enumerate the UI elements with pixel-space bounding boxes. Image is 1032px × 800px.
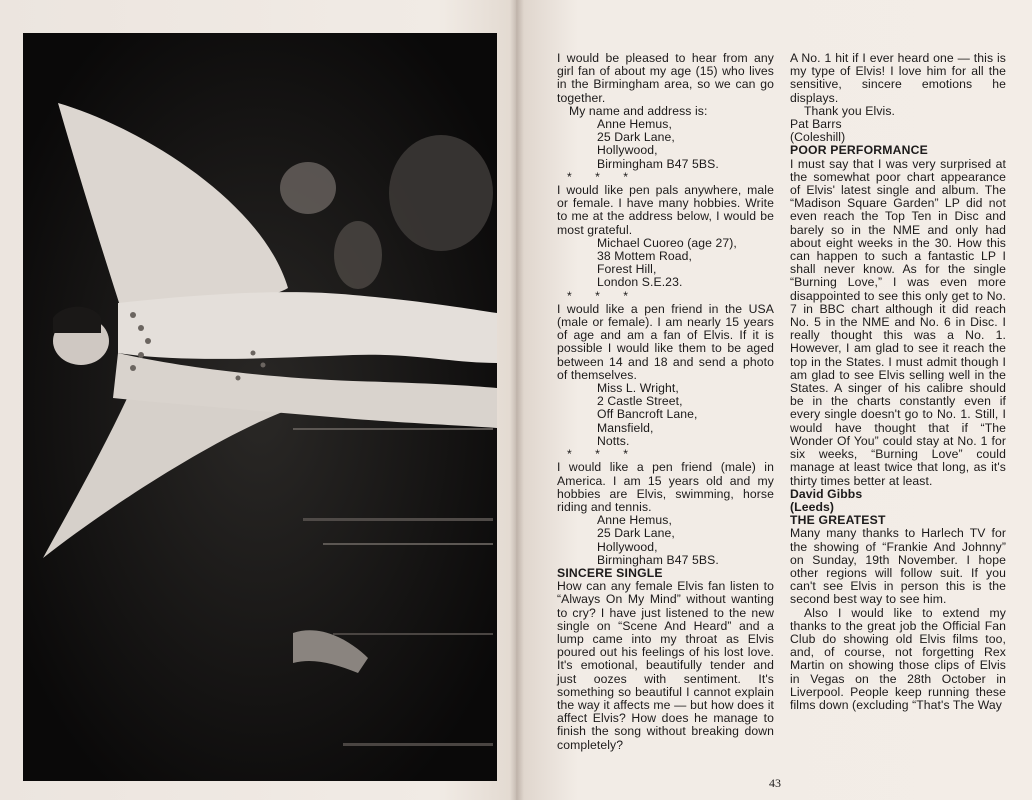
letter-3-body: I would like a pen friend in the USA (male or female). I am nearly 15 years of age and am a fan of Elvis. If it is possible I would like them to be aged between 14 and 18 and send a photo of themselves. bbox=[557, 301, 774, 382]
the-greatest-heading: THE GREATEST bbox=[790, 513, 886, 528]
poor-performance-body: I must say that I was very surprised at the somewhat poor chart appearance of Elvis' latest single and album. The “Madison Square Garden” LP did not even reach the Top Ten in Disc and barely so in the NME and only had about eight weeks in the 30. How this can happen to such a fantastic LP I shall never know. As for the single “Burning Love,” I was even more disappointed to see this only get to No. 7 in BBC chart although it did reach No. 5 in the NME and No. 6 in Disc. I really thought this was a No. 1. However, I am glad to see it reach the top in the States. I must admit though I am glad to see Elvis selling well in the States. A singer of his calibre should be in the charts constantly even if every single doesn't go to No. 1. Still, I would have thought that if “The Wonder Of You” could stay at No. 1 for six weeks, “Burning Love” could manage at least twice that long, as it's thirty times better at least. bbox=[790, 156, 1006, 488]
address-line: 25 Dark Lane, bbox=[597, 130, 675, 145]
address-line: Hollywood, bbox=[597, 539, 658, 554]
address-line: Forest Hill, bbox=[597, 262, 657, 277]
signature-name: Pat Barrs bbox=[790, 117, 842, 132]
address-line: 2 Castle Street, bbox=[597, 394, 683, 409]
address-line: Off Bancroft Lane, bbox=[597, 407, 698, 422]
address-line: Miss L. Wright, bbox=[597, 381, 679, 396]
sincere-thanks: Thank you Elvis. bbox=[804, 103, 896, 118]
letter-4-address bbox=[597, 514, 774, 567]
signature-place: (Leeds) bbox=[790, 499, 835, 514]
address-line: Hollywood, bbox=[597, 143, 658, 158]
letter-2-body: I would like pen pals anywhere, male or female. I have many hobbies. Write to me at the address below, I would be most grateful. bbox=[557, 183, 774, 237]
address-line: London S.E.23. bbox=[597, 275, 683, 290]
separator-stars: * * * bbox=[567, 447, 639, 462]
address-line: Michael Cuoreo (age 27), bbox=[597, 235, 737, 250]
letter-2-address bbox=[597, 237, 774, 290]
letter-1-address bbox=[597, 118, 774, 171]
address-line: Birmingham B47 5BS. bbox=[597, 552, 719, 567]
letter-4-body: I would like a pen friend (male) in America. I am 15 years old and my hobbies are Elvis, swimming, horse riding and tennis. bbox=[557, 460, 774, 514]
letter-1-body: I would be pleased to hear from any girl fan of about my age (15) who lives in the Birmingham area, so we can go together. bbox=[557, 51, 774, 105]
sincere-single-body: How can any female Elvis fan listen to “Always On My Mind” without wanting to cry? I have just listened to the new single on “Scene And Heard” and a lump came into my throat as Elvis poured out his feelings of his lost love. It's emotional, beautifully tender and just oozes with sentiment. It's something so beautiful I cannot explain the way it affects me — but how does it affect Elvis? How does he manage to finish the song without breaking down completely? bbox=[557, 579, 774, 752]
separator-stars: * * * bbox=[567, 169, 639, 184]
address-line: 25 Dark Lane, bbox=[597, 526, 675, 541]
letter-1-intro: My name and address is: bbox=[569, 103, 708, 118]
separator-stars: * * * bbox=[567, 288, 639, 303]
text-column-2 bbox=[790, 52, 1006, 712]
elvis-concert-photo bbox=[23, 33, 497, 781]
page-number: 43 bbox=[769, 776, 781, 790]
text-column-1 bbox=[557, 52, 774, 752]
address-line: Notts. bbox=[597, 433, 630, 448]
letter-3-address bbox=[597, 382, 774, 448]
the-greatest-body-1: Many many thanks to Harlech TV for the showing of “Frankie And Johnny” on Sunday, 19th November. I hope other regions will follow suit. If you can't see Elvis in person this is the second best way to see him. bbox=[790, 526, 1006, 607]
address-line: Anne Hemus, bbox=[597, 513, 672, 528]
address-line: Mansfield, bbox=[597, 420, 654, 435]
sincere-single-continued: A No. 1 hit if I ever heard one — this is my type of Elvis! I love him for all the sensitive, sincere emotions he displays. bbox=[790, 51, 1006, 105]
page-gutter bbox=[510, 0, 524, 800]
address-line: 38 Mottem Road, bbox=[597, 249, 692, 264]
signature-name: David Gibbs bbox=[790, 486, 863, 501]
address-line: Anne Hemus, bbox=[597, 117, 672, 132]
the-greatest-body-2: Also I would like to extend my thanks to the great job the Official Fan Club do showing old Elvis films too, and, of course, not forgetting Rex Martin on showing those clips of Elvis in Vegas on the 28th October in Liverpool. People keep running these films down (excluding “That's The Way bbox=[790, 605, 1006, 712]
sincere-single-heading: SINCERE SINGLE bbox=[557, 565, 663, 580]
signature-place: (Coleshill) bbox=[790, 130, 846, 145]
address-line: Birmingham B47 5BS. bbox=[597, 156, 719, 171]
poor-performance-heading: POOR PERFORMANCE bbox=[790, 143, 928, 158]
